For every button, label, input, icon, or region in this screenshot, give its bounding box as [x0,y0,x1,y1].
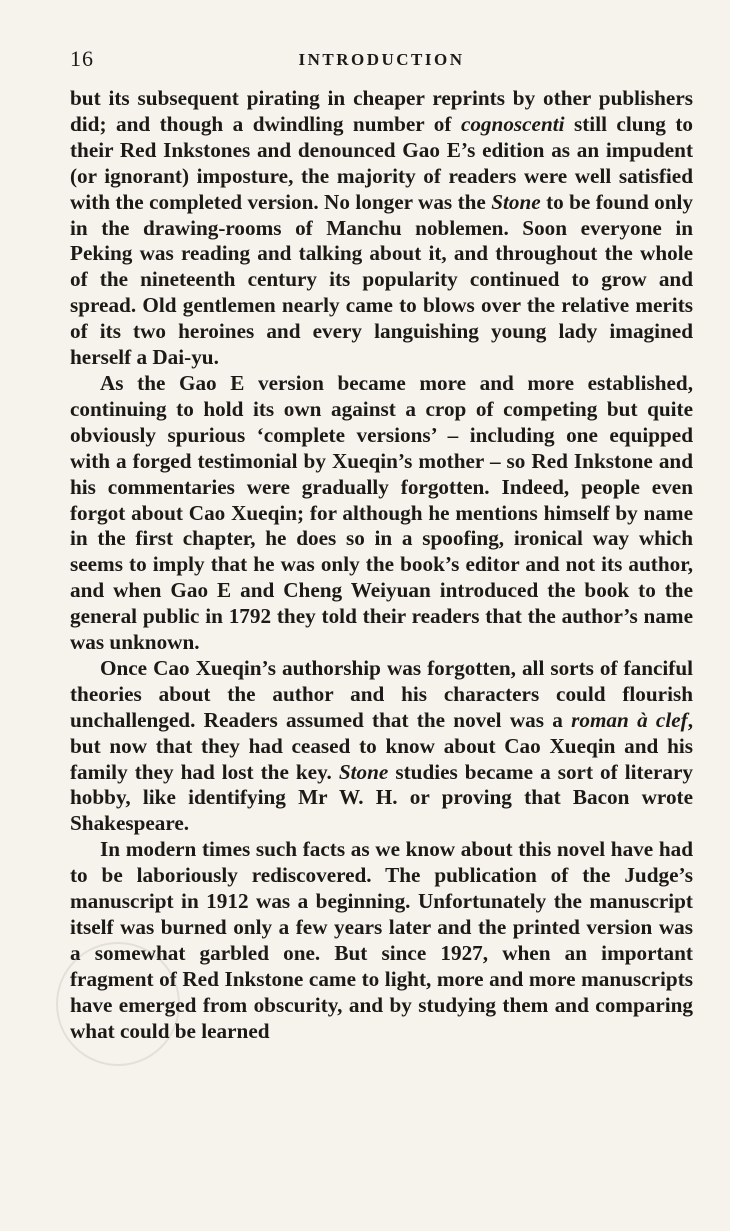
paragraph-3 [70,656,693,837]
paragraph-1 [70,86,693,371]
running-head [70,46,693,76]
text-run: , but now that they had ceased to know about Cao Xueqin and his family they had lost the key. [70,707,693,784]
text-run: Once Cao Xueqin’s authorship was forgotten, all sorts of fanciful theories about the author and his characters could flourish unchallenged. Readers assumed that the novel was a [70,655,693,732]
page-number: 16 [70,46,94,71]
italic-run: Stone [338,759,389,784]
body-text [70,86,693,1045]
text-run: As the Gao E version became more and more established, continuing to hold its own against a crop of competing but quite obviously spurious ‘complete versions’ – including one equipped with a forged testimonial by Xueqin’s mother – so Red Inkstone and his commentaries were gradually forgotten. Indeed, people even forgot about Cao Xueqin; for although he mentions himself by name in the first chapter, he does so in a spoofing, ironical way which seems to imply that he was only the book’s editor and not its author, and when Gao E and Cheng Weiyuan introduced the book to the general public in 1792 they told their readers that the author’s name was unknown. [70,370,693,655]
text-run: to be found only in the drawing-rooms of Manchu noblemen. Soon everyone in Peking was reading and talking about it, and throughout the whole of the nineteenth century its popularity continued to grow and spread. Old gentlemen nearly came to blows over the relative merits of its two heroines and every languishing young lady imagined herself a Dai-yu. [70,189,693,370]
paragraph-2 [70,371,693,656]
text-run: still clung to their Red Inkstones and denounced Gao E’s edition as an impudent (or ignorant) imposture, the majority of readers were well satisfied with the completed version. No longer was the [70,111,694,214]
text-run: studies became a sort of literary hobby, like identifying Mr W. H. or proving that Bacon wrote Shakespeare. [70,759,693,836]
italic-run: roman à clef [571,707,688,732]
italic-run: cognoscenti [460,111,565,136]
text-run: In modern times such facts as we know about this novel have had to be laboriously rediscovered. The publication of the Judge’s manuscript in 1912 was a beginning. Unfortunately the manuscript itself was burned only a few years later and the printed version was a somewhat garbled one. But since 1927, when an important fragment of Red Inkstone came to light, more and more manuscripts have emerged from obscurity, and by studying them and comparing what could be learned [70,837,693,1043]
text-run: but its subsequent pirating in cheaper reprints by other publishers did; and though a dwindling number of [70,86,693,136]
running-title: INTRODUCTION [298,50,465,69]
italic-run: Stone [491,189,541,214]
watermark-stamp [56,942,180,1066]
